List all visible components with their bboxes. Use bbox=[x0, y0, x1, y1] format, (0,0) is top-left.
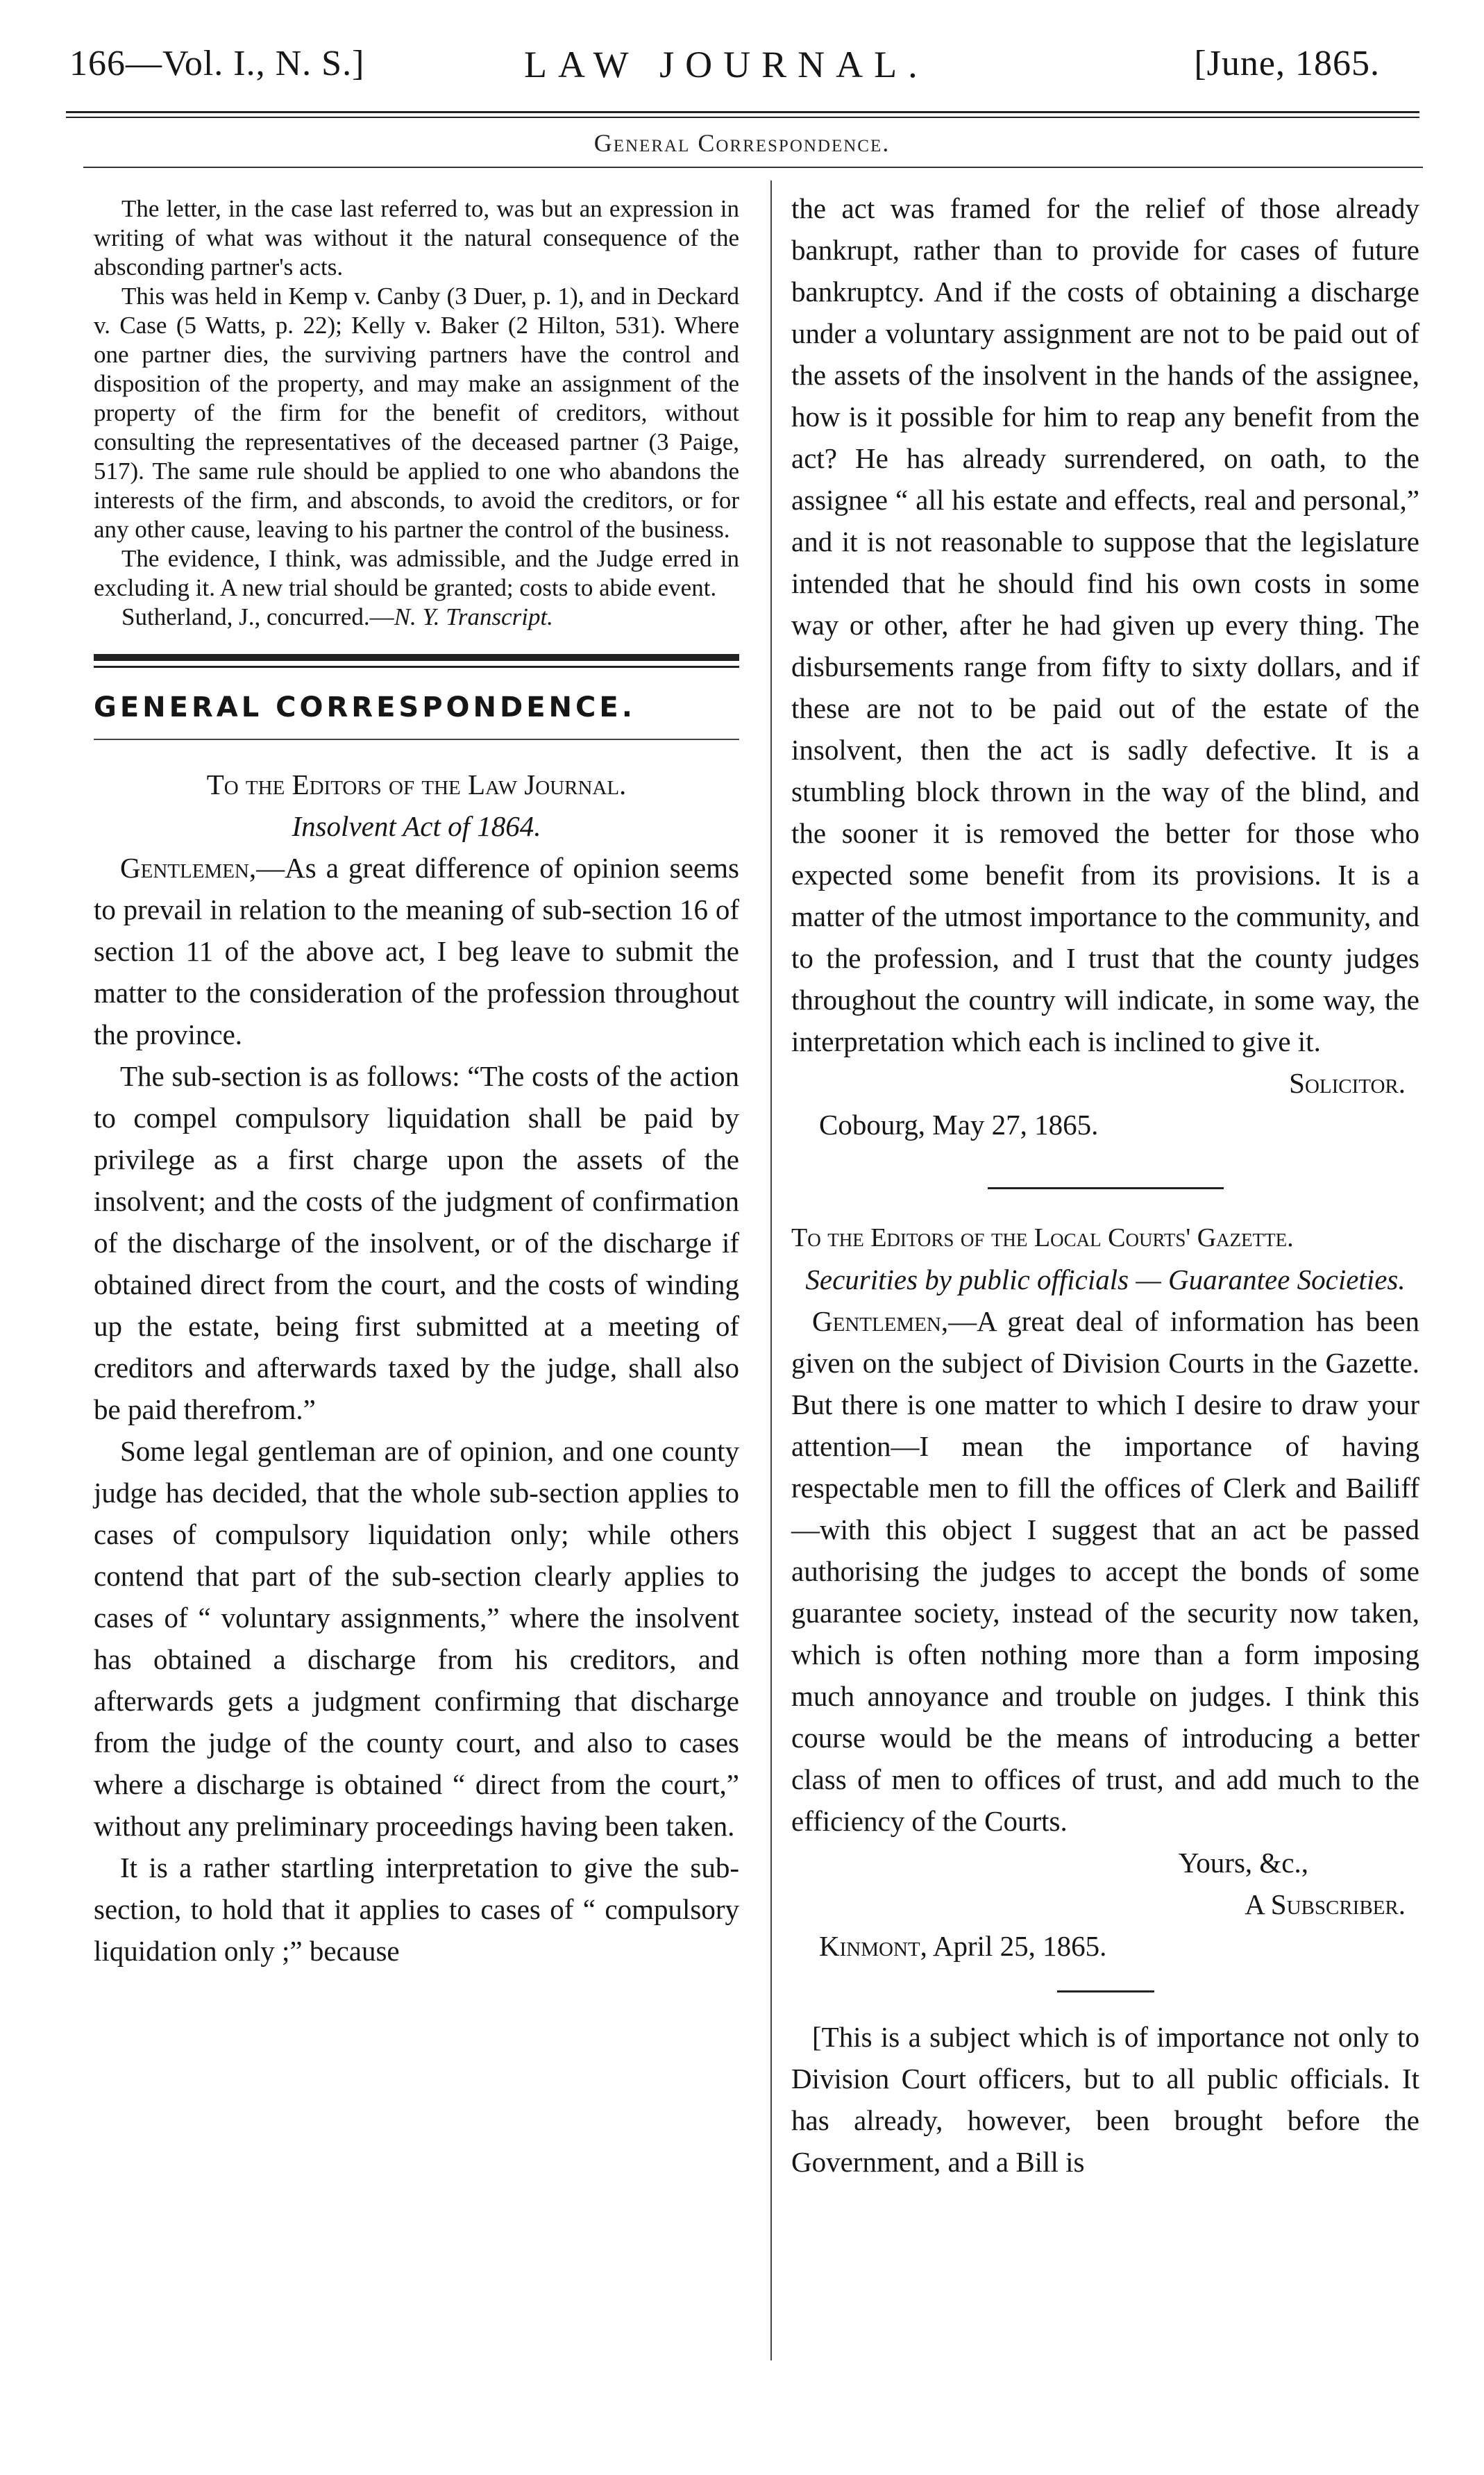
section-rule bbox=[83, 167, 1423, 168]
left-column bbox=[94, 194, 739, 1972]
letter-subject: Securities by public officials — Guarantee Societies. bbox=[805, 1264, 1406, 1295]
dateline bbox=[819, 1925, 1419, 1967]
section-break-rule-thin bbox=[94, 666, 739, 668]
issue-date: [June, 1865. bbox=[1194, 44, 1380, 83]
letter-continuation bbox=[791, 187, 1419, 1146]
case-report-continuation bbox=[94, 194, 739, 632]
general-correspondence-heading: GENERAL CORRESPONDENCE. bbox=[94, 691, 636, 723]
editor-note bbox=[791, 2016, 1419, 2183]
letter-subject: Insolvent Act of 1864. bbox=[292, 810, 541, 842]
place-name: Kinmont, bbox=[819, 1930, 927, 1962]
paragraph: This was held in Kemp v. Canby (3 Duer, p. 1), and in Deckard v. Case (5 Watts, p. 22); Kelly v. Baker (2 Hilton, 531). Where one partner dies, the surviving partners have the control and disposition of the property, and may make an assignment of the property of the firm for the benefit of creditors, without consulting the representatives of the deceased partner (3 Paige, 517). The same rule should be applied to one who abandons the interests of the firm, and absconds, to avoid the creditors, or for any other cause, leaving to his partner the control of the business. bbox=[94, 283, 739, 543]
signature: A Subscriber. bbox=[1245, 1888, 1406, 1920]
heading-rule bbox=[94, 739, 739, 740]
date-text: April 25, 1865. bbox=[927, 1930, 1107, 1962]
paragraph: The evidence, I think, was admissible, and the Judge erred in excluding it. A new trial should be granted; costs to abide event. bbox=[94, 545, 739, 601]
letter-paragraph: Some legal gentleman are of opinion, and one county judge has decided, that the whole sub-section applies to cases of compulsory liquidation only; while others contend that part of the sub-section clearly applies to cases of “ voluntary assignments,” where the insolvent has obtained a discharge from his creditors, and afterwards gets a judgment confirming that discharge from the judge of the county court, and also to cases where a discharge is obtained “ direct from the court,” without any preliminary proceedings having been taken. bbox=[94, 1435, 739, 1842]
letter-paragraph bbox=[791, 1300, 1419, 1842]
section-break-rule bbox=[94, 654, 739, 661]
closing: Yours, &c., bbox=[1178, 1847, 1308, 1879]
paragraph: The letter, in the case last referred to, was but an expression in writing of what was without it the natural consequence of the absconding partner's acts. bbox=[94, 195, 739, 280]
letter-text: —As a great difference of opinion seems to prevail in relation to the meaning of sub-section 16 of section 11 of the above act, I beg leave to submit the matter to the consideration of the profession throughout the province. bbox=[94, 852, 739, 1050]
letter-separator-rule bbox=[988, 1187, 1224, 1189]
page-volume-label: 166—Vol. I., N. S.] bbox=[69, 44, 365, 83]
letter-address: To the Editors of the Local Courts' Gazette. bbox=[791, 1223, 1294, 1252]
letter-text: —A great deal of information has been given on the subject of Division Courts in the Gazette. But there is one matter to which I desire to draw your attention—I mean the importance of having respectable men to fill the offices of Clerk and Bailiff—with this object I suggest that an act be passed authorising the judges to accept the bonds of some guarantee society, instead of the security now taken, which is often nothing more than a form imposing much annoyance and trouble on judges. I think this course would be the means of introducing a better class of men to offices of trust, and add much to the efficiency of the Courts. bbox=[791, 1305, 1419, 1837]
concurrence-line bbox=[94, 603, 739, 632]
journal-title: LAW JOURNAL. bbox=[524, 44, 929, 85]
salutation: Gentlemen, bbox=[120, 852, 257, 884]
concurrence-text: Sutherland, J., concurred.— bbox=[121, 603, 394, 630]
dateline: Cobourg, May 27, 1865. bbox=[819, 1109, 1099, 1141]
editor-note-text: [This is a subject which is of importance not only to Division Court officers, but to all public officials. It has already, however, been brought before the Government, and a Bill is bbox=[791, 2021, 1419, 2178]
letter-paragraph: The sub-section is as follows: “The costs of the action to compel compulsory liquidation shall be paid by privilege as a first charge upon the assets of the insolvent; and the costs of the judgment of confirmation of the discharge of the insolvent, or of the discharge if obtained direct from the court, and the costs of winding up the estate, being first submitted at a meeting of creditors and afterwards taxed by the judge, shall also be paid therefrom.” bbox=[94, 1060, 739, 1425]
letter-address: To the Editors of the Law Journal. bbox=[206, 769, 627, 800]
source-citation: N. Y. Transcript. bbox=[394, 603, 553, 630]
right-column bbox=[791, 187, 1419, 2183]
header-rule bbox=[66, 111, 1419, 113]
column-divider bbox=[770, 181, 772, 2360]
header-rule-double bbox=[66, 117, 1419, 118]
signature: Solicitor. bbox=[1289, 1067, 1406, 1099]
letter-paragraph: It is a rather startling interpretation to give the sub-section, to hold that it applies to cases of “ compulsory liquidation only ;” because bbox=[94, 1852, 739, 1967]
letter-paragraph bbox=[94, 847, 739, 1055]
letter-paragraph: the act was framed for the relief of those already bankrupt, rather than to provide for cases of future bankruptcy. And if the costs of obtaining a discharge under a voluntary assignment are not to be paid out of the assets of the insolvent in the hands of the assignee, how is it possible for him to reap any benefit from the act? He has already surrendered, on oath, to the assignee “ all his estate and effects, real and personal,” and it is not reasonable to suppose that the legislature intended that he should find his own costs in some way or other, after he had given up every thing. The disbursements range from fifty to sixty dollars, and if these are not to be paid out of the estate of the insolvent, then the act is sadly defective. It is a stumbling block thrown in the way of the blind, and the sooner it is removed the better for those who expected some benefit from its provisions. It is a matter of the utmost importance to the community, and to the profession, and I trust that the county judges throughout the country will indicate, in some way, the interpretation which each is inclined to give it. bbox=[791, 192, 1419, 1057]
letter-insolvent-act bbox=[94, 764, 739, 1972]
note-separator-rule bbox=[1057, 1990, 1154, 1992]
letter-guarantee-societies bbox=[791, 1217, 1419, 1967]
section-heading: General Correspondence. bbox=[593, 129, 891, 157]
salutation: Gentlemen, bbox=[812, 1305, 949, 1337]
